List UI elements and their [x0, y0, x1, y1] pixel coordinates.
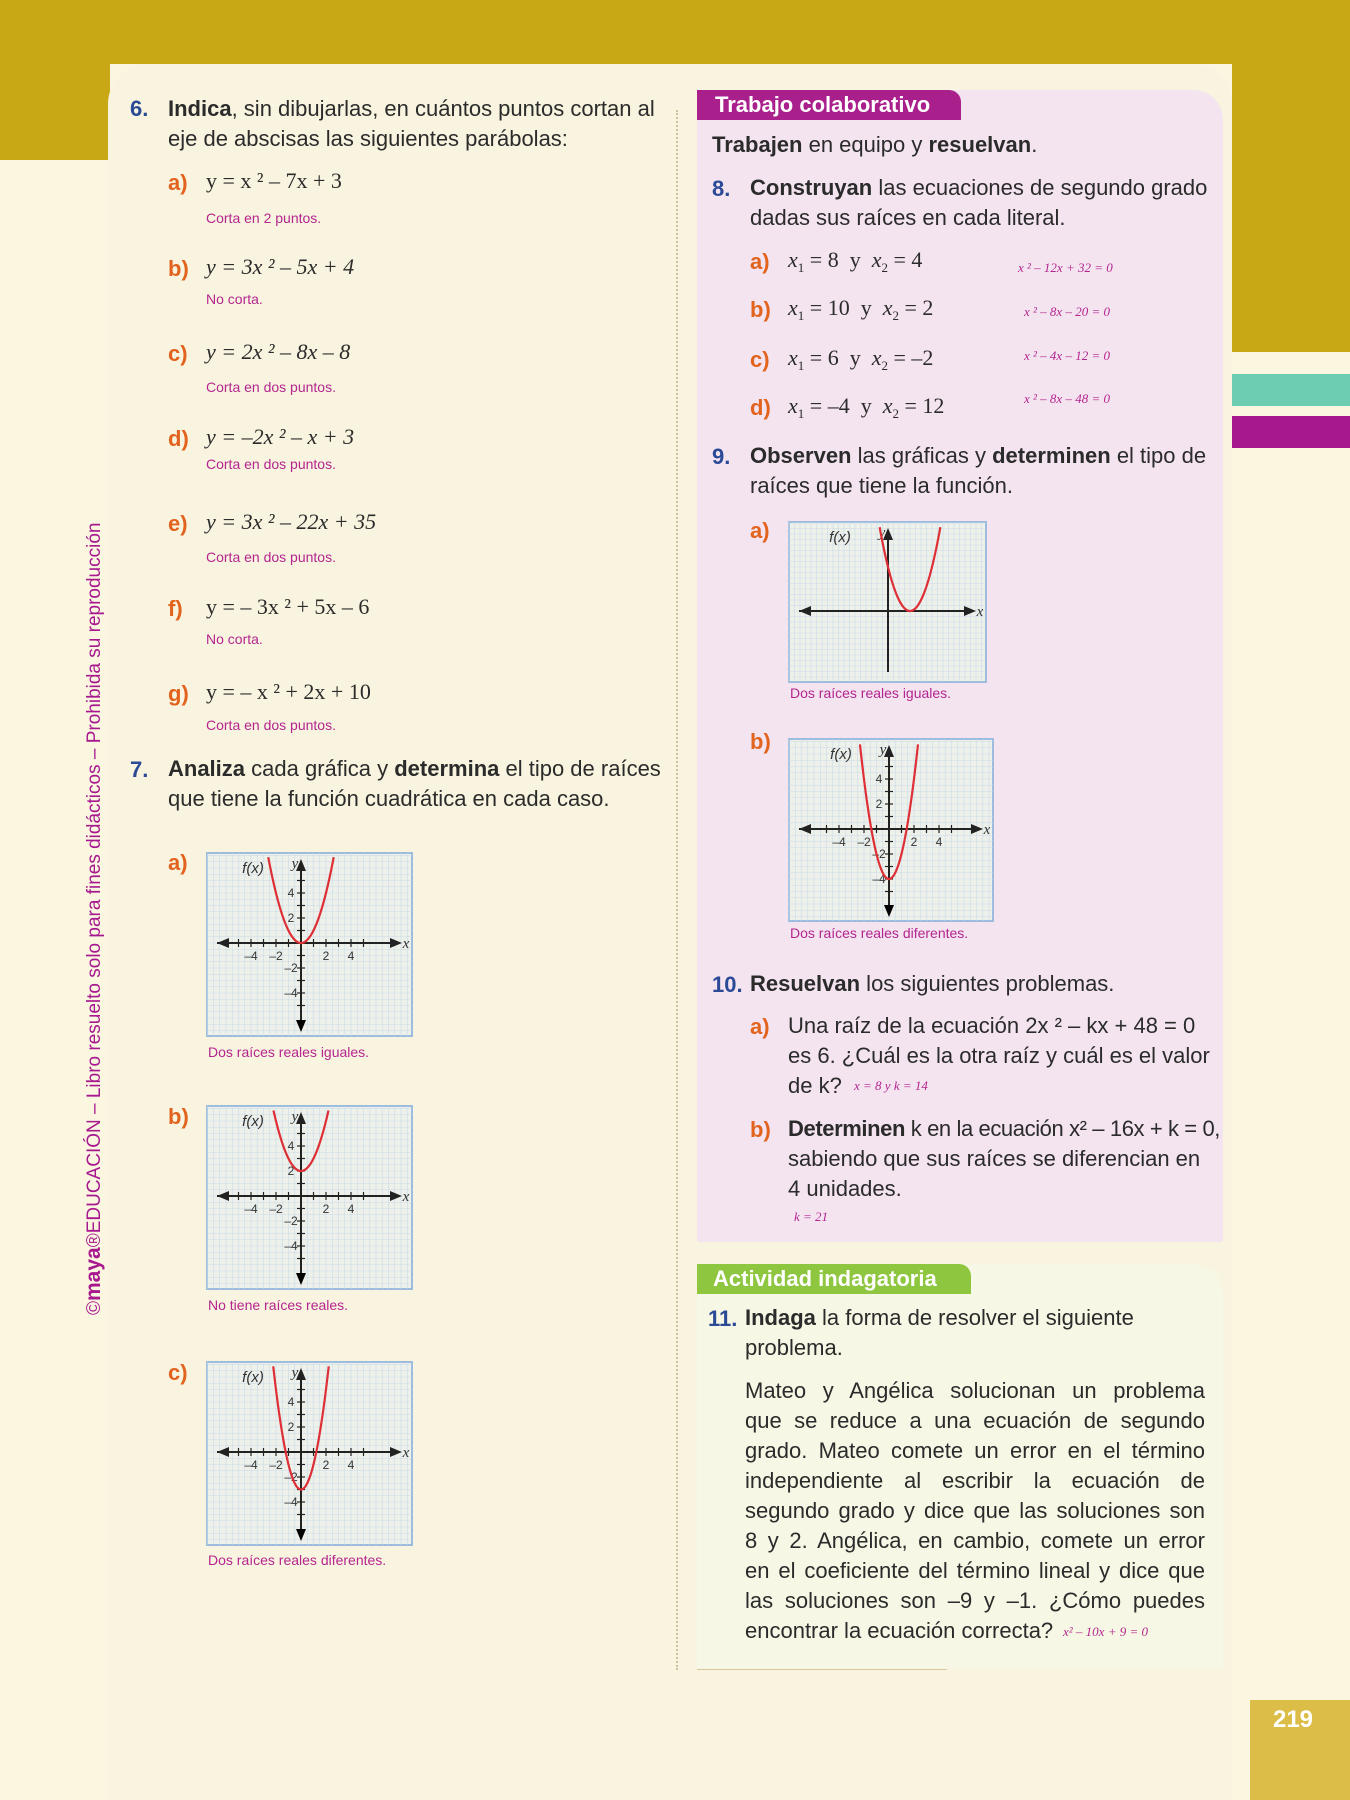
brand-name: maya — [82, 1247, 105, 1301]
q10-prompt — [750, 969, 1114, 999]
q6-label-f: f) — [168, 596, 183, 621]
q8-label-c: c) — [750, 347, 770, 372]
q6-prompt-line2: eje de abscisas las siguientes parábolas: — [168, 126, 568, 151]
q10-number: 10. — [712, 972, 743, 997]
x-axis-label: x — [983, 822, 991, 838]
q7-answer-a: Dos raíces reales iguales. — [208, 1044, 370, 1060]
q10b-line1 — [788, 1114, 1221, 1144]
q7c-graph — [207, 1362, 412, 1545]
q8-answer-d: x ² – 8x – 48 = 0 — [1024, 391, 1110, 406]
q9-answer-a: Dos raíces reales iguales. — [790, 685, 952, 701]
q9-prompt-line2: raíces que tiene la función. — [750, 473, 1013, 498]
y-tick-label: –2 — [872, 847, 886, 861]
q7-prompt-line2: que tiene la función cuadrática en cada caso. — [168, 786, 610, 811]
q8-x2-d: 12 — [922, 393, 945, 418]
q6-prompt-line1 — [168, 94, 668, 124]
q6-equation-c: y = 2x ² – 8x – 8 — [206, 339, 351, 364]
q8-roots-a: $x_1 = 8$ y $x_2 = 4$ — [788, 247, 923, 275]
q6-line1-rest: , sin dibujarlas, en cuántos puntos cortan al — [231, 96, 655, 121]
q6-answer-a: Corta en 2 puntos. — [206, 210, 322, 226]
q8-number: 8. — [712, 176, 731, 201]
q7-label-a: a) — [168, 850, 188, 875]
q11-para-line: segundo grado y dice que las soluciones son — [745, 1498, 1205, 1523]
q8-answer-c: x ² – 4x – 12 = 0 — [1024, 348, 1110, 363]
x-tick-label: 2 — [322, 1458, 330, 1472]
y-tick-label: –4 — [872, 872, 886, 886]
q10-answer-b: k = 21 — [794, 1209, 829, 1224]
q6-label-g: g) — [168, 681, 189, 706]
q6-answer-d: Corta en dos puntos. — [206, 456, 336, 472]
y-tick-label: –4 — [284, 1239, 298, 1253]
x-axis-label: x — [402, 1445, 410, 1461]
x-tick-label: –2 — [857, 835, 871, 849]
y-tick-label: 2 — [287, 1420, 295, 1434]
x-tick-label: 4 — [347, 1458, 355, 1472]
q6-answer-e: Corta en dos puntos. — [206, 549, 336, 565]
q11-para-line: las soluciones son –9 y –1. ¿Cómo puedes — [745, 1588, 1205, 1613]
collab-verb1: Trabajen — [712, 132, 803, 157]
q8-x1-d: –4 — [827, 393, 850, 418]
q7a-graph — [207, 853, 412, 1036]
q8-answer-b: x ² – 8x – 20 = 0 — [1024, 304, 1110, 319]
q11-prompt-line2: problema. — [745, 1335, 843, 1360]
q11-para-line: Mateo y Angélica solucionan un problema — [745, 1378, 1205, 1403]
q8-label-d: d) — [750, 395, 771, 420]
y-tick-label: –4 — [284, 1495, 298, 1509]
q7-prompt-line1 — [168, 754, 668, 784]
q7-label-c: c) — [168, 1360, 188, 1385]
fx-label: f(x) — [830, 746, 852, 763]
y-tick-label: 4 — [287, 886, 295, 900]
q7b-graph — [207, 1106, 412, 1289]
y-tick-label: –2 — [284, 1214, 298, 1228]
q10b-line3: 4 unidades. — [788, 1176, 902, 1201]
q11-line1-rest: la forma de resolver el siguiente — [815, 1305, 1134, 1330]
y-axis-label: y — [291, 1109, 299, 1125]
q8-verb: Construyan — [750, 175, 873, 200]
x-axis-label: x — [402, 1189, 410, 1205]
right-color-band — [1232, 0, 1350, 352]
y-axis-label: y — [291, 1365, 299, 1381]
q10b-verb: Determinen — [788, 1116, 906, 1141]
q10b-line1-rest: k en la ecuación x² – 16x + k = 0, — [905, 1116, 1221, 1141]
fx-label: f(x) — [242, 1369, 264, 1386]
y-tick-label: 4 — [875, 772, 883, 786]
y-axis-label: y — [291, 856, 299, 872]
q6-label-d: d) — [168, 426, 189, 451]
x-tick-label: –4 — [832, 835, 846, 849]
q6-equation-d: y = –2x ² – x + 3 — [206, 424, 355, 449]
q7-answer-b: No tiene raíces reales. — [208, 1297, 349, 1313]
y-tick-label: 2 — [287, 911, 295, 925]
x-tick-label: –4 — [244, 949, 258, 963]
q11-number: 11. — [708, 1306, 738, 1331]
q8-roots-c: $x_1 = 6$ y $x_2 = -2$ — [788, 345, 934, 373]
q8-line1-rest: las ecuaciones de segundo grado — [872, 175, 1208, 200]
q8-prompt-line2: dadas sus raíces en cada literal. — [750, 205, 1066, 230]
x-tick-label: 2 — [322, 949, 330, 963]
q7-line1-rest: el tipo de raíces — [499, 756, 661, 781]
q7-mid: cada gráfica y — [245, 756, 395, 781]
q6-equation-b: y = 3x ² – 5x + 4 — [206, 254, 355, 279]
x-axis-label: x — [976, 604, 984, 620]
q6-equation-e: y = 3x ² – 22x + 35 — [206, 509, 377, 534]
y-tick-label: –2 — [284, 961, 298, 975]
q8-answer-a: x ² – 12x + 32 = 0 — [1018, 260, 1113, 275]
q10-verb: Resuelvan — [750, 971, 861, 996]
q8-label-a: a) — [750, 249, 770, 274]
q11-para-line: 8 y 2. Angélica, en cambio, comete un error — [745, 1528, 1205, 1553]
top-color-band — [0, 0, 1350, 64]
q7-answer-c: Dos raíces reales diferentes. — [208, 1552, 387, 1568]
collab-end: . — [1031, 132, 1038, 157]
q11-prompt-line1 — [745, 1303, 1215, 1333]
q9-prompt-line1 — [750, 441, 1220, 471]
q6-answer-b: No corta. — [206, 291, 263, 307]
column-divider — [676, 110, 678, 1670]
q7-verb2: determina — [394, 756, 500, 781]
q6-label-a: a) — [168, 170, 188, 195]
q9a-graph — [789, 522, 986, 682]
fx-label: f(x) — [242, 860, 264, 877]
q6-verb: Indica — [168, 96, 232, 121]
y-tick-label: 4 — [287, 1139, 295, 1153]
q9-verb1: Observen — [750, 443, 852, 468]
q10a-line3: de k? — [788, 1073, 842, 1098]
q8-x1-a: 8 — [827, 247, 839, 272]
copyright-side-text — [82, 495, 106, 1315]
q6-equation-f: y = – 3x ² + 5x – 6 — [206, 594, 370, 619]
q11-para-line: que se reduce a una ecuación de segundo — [745, 1408, 1205, 1433]
y-tick-label: –2 — [284, 1470, 298, 1484]
q8-x2-c: –2 — [911, 345, 934, 370]
q6-answer-f: No corta. — [206, 631, 263, 647]
x-tick-label: 4 — [935, 835, 943, 849]
copyright-symbol: © — [84, 1301, 105, 1315]
q8-roots-b: $x_1 = 10$ y $x_2 = 2$ — [788, 295, 934, 323]
q8-label-b: b) — [750, 297, 771, 322]
q10-answer-a: x = 8 y k = 14 — [854, 1078, 928, 1093]
x-tick-label: –2 — [269, 949, 283, 963]
y-tick-label: –4 — [284, 986, 298, 1000]
x-tick-label: –4 — [244, 1202, 258, 1216]
inquiry-bottom-rule — [697, 1669, 947, 1670]
fx-label: f(x) — [242, 1113, 264, 1130]
x-tick-label: 2 — [910, 835, 918, 849]
q9-number: 9. — [712, 444, 731, 469]
q9-line1-rest: el tipo de — [1110, 443, 1207, 468]
page-number: 219 — [1272, 1706, 1314, 1733]
left-color-band — [0, 64, 110, 160]
x-tick-label: –4 — [244, 1458, 258, 1472]
y-axis-label: y — [878, 525, 886, 541]
y-tick-label: 2 — [875, 797, 883, 811]
x-tick-label: 4 — [347, 1202, 355, 1216]
q6-label-b: b) — [168, 256, 189, 281]
q6-equation-g: y = – x ² + 2x + 10 — [206, 679, 371, 704]
q9-label-b: b) — [750, 729, 771, 754]
q6-answer-c: Corta en dos puntos. — [206, 379, 336, 395]
q8-x2-a: 4 — [911, 247, 923, 272]
teal-edge-tab — [1232, 374, 1350, 406]
copyright-rest: ®EDUCACIÓN – Libro resuelto solo para fines didácticos – Prohibida su reproducción — [84, 522, 105, 1248]
collab-verb2: resuelvan — [928, 132, 1032, 157]
q11-para-line: en el coeficiente del término lineal y dice que — [745, 1558, 1205, 1583]
collab-intro — [712, 130, 1037, 160]
y-axis-label: y — [879, 742, 887, 758]
q8-x2-b: 2 — [922, 295, 934, 320]
q7-label-b: b) — [168, 1104, 189, 1129]
q9-mid: las gráficas y — [851, 443, 993, 468]
q9-label-a: a) — [750, 518, 770, 543]
q6-equation-a: y = x ² – 7x + 3 — [206, 168, 342, 193]
q7-verb1: Analiza — [168, 756, 246, 781]
collaborative-header: Trabajo colaborativo — [697, 90, 961, 120]
q9-verb2: determinen — [992, 443, 1111, 468]
q11-verb: Indaga — [745, 1305, 816, 1330]
collab-mid: en equipo y — [802, 132, 929, 157]
q10-rest: los siguientes problemas. — [860, 971, 1115, 996]
q7-number: 7. — [130, 757, 149, 782]
q10a-line1: Una raíz de la ecuación 2x ² – kx + 48 = 0 — [788, 1013, 1196, 1038]
q8-x1-b: 10 — [827, 295, 850, 320]
q11-para-line: grado. Mateo comete un error en el término — [745, 1438, 1205, 1463]
q10b-line2: sabiendo que sus raíces se diferencian en — [788, 1146, 1201, 1171]
q10-label-a: a) — [750, 1014, 770, 1039]
q11-answer: x² – 10x + 9 = 0 — [1063, 1624, 1148, 1639]
q6-label-c: c) — [168, 341, 188, 366]
q8-roots-d: $x_1 = -4$ y $x_2 = 12$ — [788, 393, 945, 421]
q6-number: 6. — [130, 96, 149, 121]
q11-para-line: encontrar la ecuación correcta? — [745, 1618, 1054, 1643]
q9b-graph — [789, 739, 993, 921]
y-tick-label: 4 — [287, 1395, 295, 1409]
q6-label-e: e) — [168, 511, 188, 536]
x-tick-label: 2 — [322, 1202, 330, 1216]
x-tick-label: –2 — [269, 1458, 283, 1472]
q8-x1-c: 6 — [827, 345, 839, 370]
q10a-line2: es 6. ¿Cuál es la otra raíz y cuál es el valor — [788, 1043, 1210, 1068]
x-tick-label: 4 — [347, 949, 355, 963]
y-tick-label: 2 — [287, 1164, 295, 1178]
q10-label-b: b) — [750, 1117, 771, 1142]
x-axis-label: x — [402, 936, 410, 952]
inquiry-header: Actividad indagatoria — [697, 1264, 971, 1294]
q6-answer-g: Corta en dos puntos. — [206, 717, 336, 733]
fx-label: f(x) — [829, 529, 851, 546]
magenta-edge-tab — [1232, 416, 1350, 448]
q11-para-line: independiente al escribir la ecuación de — [745, 1468, 1205, 1493]
x-tick-label: –2 — [269, 1202, 283, 1216]
q8-prompt-line1 — [750, 173, 1220, 203]
q9-answer-b: Dos raíces reales diferentes. — [790, 925, 969, 941]
